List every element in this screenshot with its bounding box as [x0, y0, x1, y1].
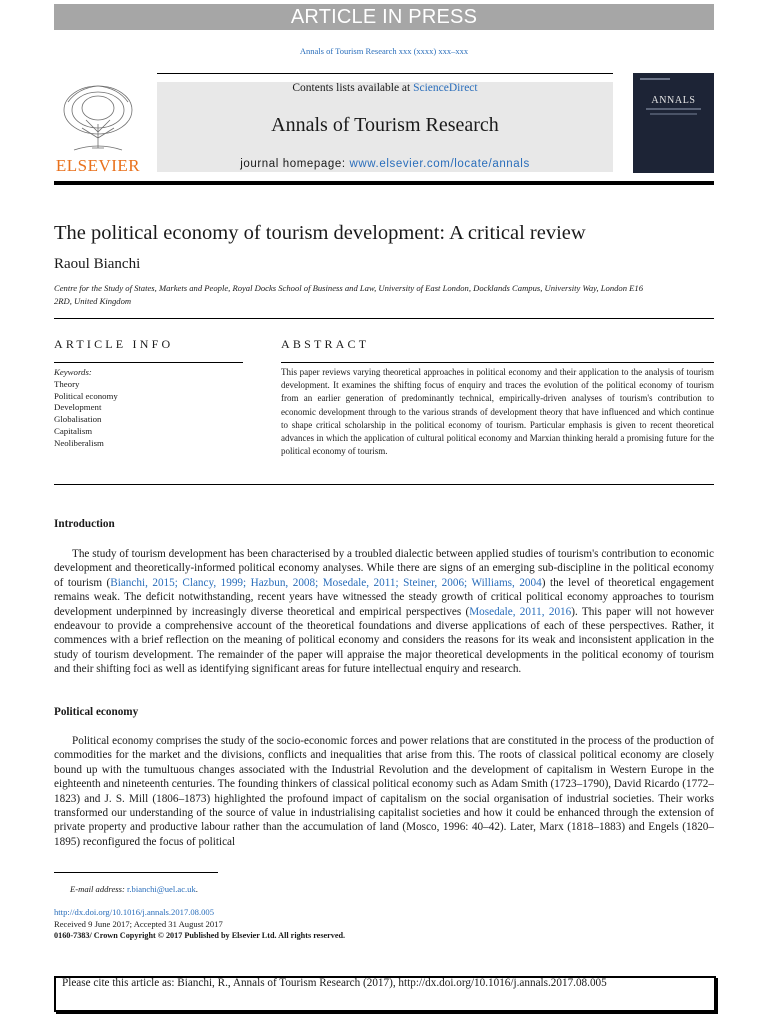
footnote-end: . [195, 884, 198, 894]
abstract-bottom-rule [54, 484, 714, 485]
keywords-label: Keywords: [54, 367, 92, 377]
abstract-rule [281, 362, 714, 363]
author-affiliation: Centre for the Study of States, Markets and People, Royal Docks School of Business and Law, University of East London, Docklands Campus, University Way, London E16 2RD, United Kingdom [54, 283, 644, 306]
citation-link[interactable]: Bianchi, 2015; Clancy, 1999; Hazbun, 2008; Mosedale, 2011; Steiner, 2006; Williams, 2004 [110, 576, 542, 589]
footnote-rule [54, 872, 218, 873]
contents-prefix: Contents lists available at [292, 82, 414, 94]
citation-link[interactable]: Mosedale, 2011, 2016 [469, 605, 572, 618]
abstract-heading: ABSTRACT [281, 337, 370, 351]
journal-homepage-line [157, 158, 613, 170]
article-info-heading: ARTICLE INFO [54, 337, 174, 351]
abstract-text: This paper reviews varying theoretical approaches in political economy and their application to the analysis of tourism development. It examines the shifting focus of enquiry and traces the evolution of the political economy of tourism from an earlier generation of predominantly technical, empirically-driven analyses of tourism's contribution to economic development through to the various strands of development theory that have influenced and which continue to shape critical scholarship in the political economy of tourism. Particular emphasis is given to recent theoretical advances in which the application of cultural political economy and Marxian thinking herald a promising future for the political economy of tourism. [281, 367, 714, 457]
keywords-block [54, 367, 118, 450]
author-name: Raoul Bianchi [54, 256, 141, 272]
keyword: Globalisation [54, 414, 102, 425]
text-run: ) the level of theoretical engagement remains weak. The deficit notwithstanding, recent years have witnessed the steady growth of critical political economy approaches to tourism development underpinned by increasingly diverse theoretical and empirical perspectives ( [54, 576, 714, 618]
article-title: The political economy of tourism development: A critical review [54, 222, 586, 244]
masthead-bottom-rule [54, 181, 714, 185]
journal-reference[interactable]: Annals of Tourism Research xxx (xxxx) xxx–xxx [299, 46, 469, 56]
introduction-heading: Introduction [54, 518, 115, 530]
journal-title: Annals of Tourism Research [271, 114, 499, 136]
article-info-rule [54, 362, 243, 363]
political-economy-heading: Political economy [54, 706, 139, 718]
cover-subtitle-bar [646, 108, 701, 110]
political-economy-body [54, 734, 714, 850]
keyword: Capitalism [54, 425, 93, 436]
article-in-press-banner: ARTICLE IN PRESS [54, 4, 714, 30]
sciencedirect-link[interactable]: ScienceDirect [413, 82, 478, 94]
elsevier-wordmark: ELSEVIER [55, 156, 141, 175]
paragraph [54, 547, 714, 677]
homepage-link[interactable]: www.elsevier.com/locate/annals [349, 158, 530, 170]
paragraph: Political economy comprises the study of the socio-economic forces and power relations that are constituted in the process of the production of commodities for the market and the divisions, conflicts and inequalities that arise from this. The roots of classical political economy are closely bound up with the tumultuous changes associated with the Industrial Revolution and the development of capitalism in Western Europe in the eighteenth and nineteenth centuries. The founding thinkers of classical political economy such as Adam Smith (1723–1790), David Ricardo (1772–1823) and J. S. Mill (1806–1873) highlighted the profound impact of capitalism on the social organisation of industrial societies. Their works transformed our understanding of the source of value in industrialising capitalist societies and how it could be enhanced through the extension of private property and productive labour rather than the accumulation of land (Mosco, 1996: 40–42). Later, Marx (1818–1883) and Engels (1820–1895) reconfigured the focus of political [54, 735, 714, 848]
email-link[interactable]: r.bianchi@uel.ac.uk [126, 884, 196, 894]
keyword: Political economy [54, 390, 118, 401]
journal-cover [633, 73, 714, 173]
keyword: Neoliberalism [54, 437, 104, 448]
cite-text: Please cite this article as: Bianchi, R., Annals of Tourism Research (2017), http://dx.doi.org/10.1016/j.annals.2017.08.005 [62, 977, 607, 989]
masthead-top-rule [157, 73, 613, 74]
contents-line [157, 82, 613, 94]
cover-decoration [640, 78, 670, 80]
keyword: Theory [54, 378, 80, 389]
introduction-body [54, 547, 714, 677]
cover-subtitle-bar [650, 113, 697, 115]
text-run: The study of tourism development has been characterised by a troubled dialectic between applied studies of tourism's contribution to economic development and theoretically-informed political economy analyses. While there are signs of an emerging sub-discipline in the political economy of tourism ( [54, 548, 714, 589]
keyword: Development [54, 402, 102, 413]
footnote [70, 884, 198, 894]
cover-title: ANNALS [651, 95, 696, 106]
homepage-prefix: journal homepage: [240, 158, 350, 170]
text-run: ). This paper will not however endeavour to provide a comprehensive account of the theoretical foundations and diverse applications of each of these perspectives. Rather, it commences with a brief reflection on the meaning of political economy and considers the reasons for its weak and inconsistent application in the study of tourism development. The remainder of the paper will appraise the major theoretical developments in the political economy of tourism and their shifting foci as well as identifying significant areas for future intellectual enquiry and research. [54, 605, 715, 676]
email-label: E-mail address: [70, 884, 125, 894]
header-divider [54, 318, 714, 319]
doi-link[interactable]: http://dx.doi.org/10.1016/j.annals.2017.08.005 [54, 907, 215, 917]
copyright-notice: 0160-7383/ Crown Copyright © 2017 Published by Elsevier Ltd. All rights reserved. [54, 931, 346, 940]
received-dates: Received 9 June 2017; Accepted 31 August 2017 [54, 919, 223, 929]
